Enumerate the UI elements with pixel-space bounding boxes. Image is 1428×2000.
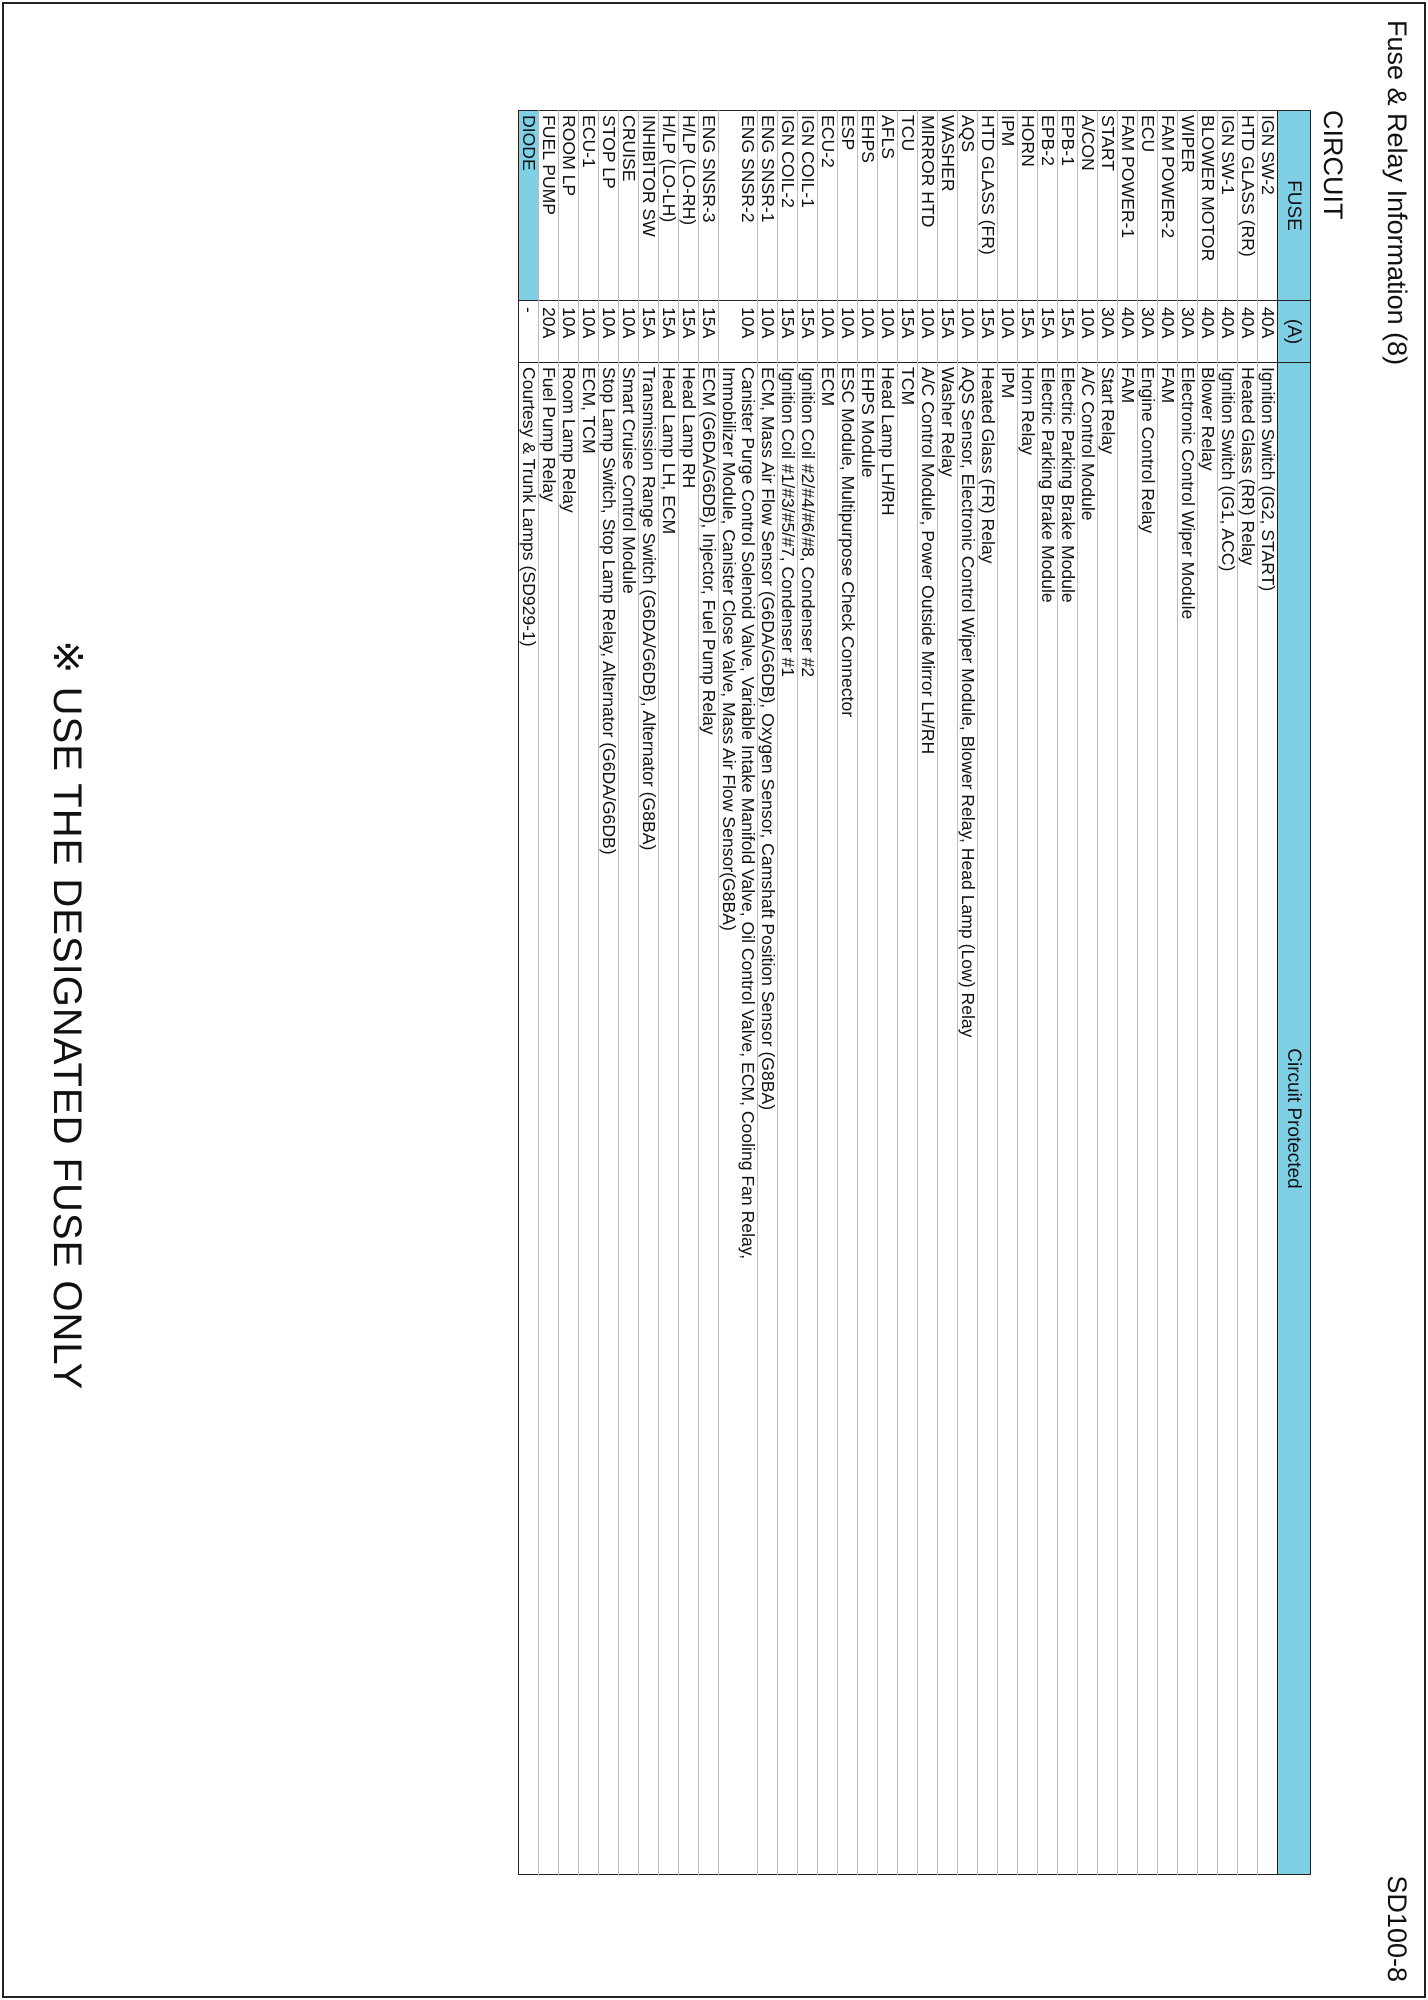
fuse-name-cell: FAM POWER-1 bbox=[1118, 111, 1138, 301]
fuse-name-cell: INHIBITOR SW bbox=[639, 111, 659, 301]
circuit-line: Stop Lamp Switch, Stop Lamp Relay, Alternator (G6DA/G6DB) bbox=[599, 367, 619, 855]
fuse-amperage-cell: 15A bbox=[938, 301, 958, 363]
page-title: Fuse & Relay Information (8) bbox=[1382, 20, 1412, 366]
fuse-amperage-cell: 10A bbox=[599, 301, 619, 363]
circuit-line: EHPS Module bbox=[858, 367, 878, 478]
table-row bbox=[679, 111, 699, 1875]
circuit-line: Room Lamp Relay bbox=[559, 367, 579, 513]
circuit-protected-cell bbox=[978, 363, 998, 1875]
circuit-line: Ignition Switch (IG1, ACC) bbox=[1218, 367, 1238, 572]
table-row bbox=[699, 111, 719, 1875]
fuse-name-cell: HORN bbox=[1018, 111, 1038, 301]
circuit-protected-cell bbox=[559, 363, 579, 1875]
fuse-name-cell: WIPER bbox=[1178, 111, 1198, 301]
circuit-protected-cell bbox=[838, 363, 858, 1875]
circuit-protected-cell bbox=[778, 363, 798, 1875]
fuse-amperage-cell: 10A bbox=[559, 301, 579, 363]
circuit-protected-cell bbox=[539, 363, 559, 1875]
table-row bbox=[1138, 111, 1158, 1875]
circuit-line: Smart Cruise Control Module bbox=[619, 367, 639, 594]
circuit-line: Ignition Switch (IG2, START) bbox=[1258, 367, 1278, 592]
fuse-amperage-cell: 10A bbox=[838, 301, 858, 363]
circuit-protected-cell bbox=[758, 363, 778, 1875]
circuit-line: Ignition Coil #2/#4/#6/#8, Condenser #2 bbox=[798, 367, 818, 678]
circuit-line: ECM, TCM bbox=[579, 367, 599, 454]
circuit-protected-cell bbox=[1138, 363, 1158, 1875]
table-row bbox=[1018, 111, 1038, 1875]
circuit-line: Start Relay bbox=[1098, 367, 1118, 455]
circuit-protected-cell bbox=[1158, 363, 1178, 1875]
fuse-name-cell: ECU-2 bbox=[818, 111, 838, 301]
circuit-protected-cell bbox=[1018, 363, 1038, 1875]
fuse-name-cell: DIODE bbox=[519, 111, 539, 301]
fuse-name-cell: ROOM LP bbox=[559, 111, 579, 301]
fuse-amperage-cell: 10A bbox=[878, 301, 898, 363]
circuit-line: ECM (G6DA/G6DB), Injector, Fuel Pump Relay bbox=[699, 367, 719, 735]
circuit-line: FAM bbox=[1158, 367, 1178, 404]
fuse-name-cell: TCU bbox=[898, 111, 918, 301]
fuse-name-cell: CRUISE bbox=[619, 111, 639, 301]
table-header-row bbox=[1278, 111, 1311, 1875]
fuse-name-cell: FUEL PUMP bbox=[539, 111, 559, 301]
fuse-amperage-cell: 10A bbox=[619, 301, 639, 363]
fuse-name-cell: EHPS bbox=[858, 111, 878, 301]
fuse-amperage-cell: 10A bbox=[958, 301, 978, 363]
circuit-protected-cell bbox=[659, 363, 679, 1875]
fuse-table bbox=[518, 110, 1311, 1875]
circuit-line: TCM bbox=[898, 367, 918, 406]
page-code: SD100-8 bbox=[1382, 1875, 1412, 1982]
circuit-protected-cell bbox=[1238, 363, 1258, 1875]
circuit-protected-cell bbox=[1078, 363, 1098, 1875]
fuse-name-cell: EPB-1 bbox=[1058, 111, 1078, 301]
table-row bbox=[778, 111, 798, 1875]
fuse-name-cell: A/CON bbox=[1078, 111, 1098, 301]
fuse-name-cell: HTD GLASS (RR) bbox=[1238, 111, 1258, 301]
fuse-amperage-cell: 15A bbox=[1038, 301, 1058, 363]
fuse-name-cell: H/LP (LO-LH) bbox=[659, 111, 679, 301]
table-row bbox=[858, 111, 878, 1875]
circuit-protected-cell bbox=[818, 363, 838, 1875]
circuit-protected-cell bbox=[1038, 363, 1058, 1875]
table-row bbox=[1258, 111, 1278, 1875]
fuse-amperage-cell: 40A bbox=[1238, 301, 1258, 363]
fuse-amperage-cell: 20A bbox=[539, 301, 559, 363]
circuit-protected-cell bbox=[719, 363, 758, 1875]
circuit-protected-cell bbox=[938, 363, 958, 1875]
circuit-line: Courtesy & Trunk Lamps (SD929-1) bbox=[519, 367, 539, 647]
circuit-line: ECM bbox=[818, 367, 838, 407]
circuit-line: Heated Glass (RR) Relay bbox=[1238, 367, 1258, 566]
fuse-name-cell: ENG SNSR-2 bbox=[719, 111, 758, 301]
circuit-line: A/C Control Module bbox=[1078, 367, 1098, 521]
fuse-name-cell: IGN SW-2 bbox=[1258, 111, 1278, 301]
fuse-name-cell: H/LP (LO-RH) bbox=[679, 111, 699, 301]
fuse-amperage-cell: 10A bbox=[719, 301, 758, 363]
circuit-line: Immobilizer Module, Canister Close Valve, Mass Air Flow Sensor(G8BA) bbox=[719, 367, 739, 931]
circuit-line: AQS Sensor, Electronic Control Wiper Module, Blower Relay, Head Lamp (Low) Relay bbox=[958, 367, 978, 1038]
table-row bbox=[918, 111, 938, 1875]
fuse-name-cell: HTD GLASS (FR) bbox=[978, 111, 998, 301]
circuit-protected-cell bbox=[858, 363, 878, 1875]
circuit-protected-cell bbox=[1118, 363, 1138, 1875]
circuit-protected-cell bbox=[1178, 363, 1198, 1875]
table-row bbox=[818, 111, 838, 1875]
table-row bbox=[619, 111, 639, 1875]
circuit-protected-cell bbox=[918, 363, 938, 1875]
fuse-amperage-cell: 40A bbox=[1198, 301, 1218, 363]
fuse-amperage-cell: 15A bbox=[659, 301, 679, 363]
fuse-amperage-cell: 15A bbox=[639, 301, 659, 363]
circuit-line: Horn Relay bbox=[1018, 367, 1038, 456]
fuse-name-cell: IGN COIL-2 bbox=[778, 111, 798, 301]
table-row bbox=[719, 111, 758, 1875]
fuse-amperage-cell: 15A bbox=[978, 301, 998, 363]
fuse-amperage-cell: 30A bbox=[1098, 301, 1118, 363]
table-row bbox=[798, 111, 818, 1875]
fuse-amperage-cell: 10A bbox=[818, 301, 838, 363]
circuit-line: Electric Parking Brake Module bbox=[1038, 367, 1058, 603]
circuit-line: Engine Control Relay bbox=[1138, 367, 1158, 534]
circuit-protected-cell bbox=[699, 363, 719, 1875]
fuse-rows bbox=[519, 111, 1278, 1875]
fuse-amperage-cell: 40A bbox=[1218, 301, 1238, 363]
circuit-line: A/C Control Module, Power Outside Mirror LH/RH bbox=[918, 367, 938, 755]
circuit-line: FAM bbox=[1118, 367, 1138, 404]
table-row bbox=[1218, 111, 1238, 1875]
circuit-protected-cell bbox=[1258, 363, 1278, 1875]
fuse-amperage-cell: - bbox=[519, 301, 539, 363]
table-row bbox=[1078, 111, 1098, 1875]
fuse-amperage-cell: 10A bbox=[1078, 301, 1098, 363]
fuse-amperage-cell: 15A bbox=[1058, 301, 1078, 363]
fuse-name-cell: ECU-1 bbox=[579, 111, 599, 301]
fuse-amperage-cell: 10A bbox=[758, 301, 778, 363]
circuit-protected-cell bbox=[639, 363, 659, 1875]
header-amperage: (A) bbox=[1278, 301, 1311, 363]
fuse-name-cell: FAM POWER-2 bbox=[1158, 111, 1178, 301]
circuit-protected-cell bbox=[599, 363, 619, 1875]
circuit-protected-cell bbox=[998, 363, 1018, 1875]
circuit-line: Electric Parking Brake Module bbox=[1058, 367, 1078, 603]
table-row bbox=[938, 111, 958, 1875]
table-row bbox=[559, 111, 579, 1875]
circuit-line: Washer Relay bbox=[938, 367, 958, 477]
table-row bbox=[1238, 111, 1258, 1875]
fuse-name-cell: IGN SW-1 bbox=[1218, 111, 1238, 301]
fuse-amperage-cell: 15A bbox=[778, 301, 798, 363]
fuse-amperage-cell: 15A bbox=[1018, 301, 1038, 363]
fuse-name-cell: IGN COIL-1 bbox=[798, 111, 818, 301]
fuse-name-cell: BLOWER MOTOR bbox=[1198, 111, 1218, 301]
table-row bbox=[1178, 111, 1198, 1875]
fuse-name-cell: START bbox=[1098, 111, 1118, 301]
fuse-amperage-cell: 15A bbox=[699, 301, 719, 363]
fuse-name-cell: STOP LP bbox=[599, 111, 619, 301]
circuit-line: Head Lamp LH/RH bbox=[878, 367, 898, 516]
header-fuse: FUSE bbox=[1278, 111, 1311, 301]
circuit-line: IPM bbox=[998, 367, 1018, 399]
table-row bbox=[878, 111, 898, 1875]
circuit-line: ESC Module, Multipurpose Check Connector bbox=[838, 367, 858, 718]
fuse-amperage-cell: 30A bbox=[1138, 301, 1158, 363]
table-row bbox=[998, 111, 1018, 1875]
fuse-name-cell: ECU bbox=[1138, 111, 1158, 301]
table-row bbox=[898, 111, 918, 1875]
circuit-protected-cell bbox=[679, 363, 699, 1875]
fuse-amperage-cell: 30A bbox=[1178, 301, 1198, 363]
table-row bbox=[1038, 111, 1058, 1875]
circuit-line: ECM, Mass Air Flow Sensor (G6DA/G6DB), Oxygen Sensor, Camshaft Position Sensor (G8BA) bbox=[758, 367, 778, 1111]
fuse-amperage-cell: 10A bbox=[579, 301, 599, 363]
fuse-name-cell: WASHER bbox=[938, 111, 958, 301]
table-row bbox=[1118, 111, 1138, 1875]
fuse-amperage-cell: 10A bbox=[858, 301, 878, 363]
fuse-amperage-cell: 40A bbox=[1118, 301, 1138, 363]
table-row bbox=[838, 111, 858, 1875]
circuit-line: Fuel Pump Relay bbox=[539, 367, 559, 502]
table-row bbox=[758, 111, 778, 1875]
fuse-name-cell: ENG SNSR-1 bbox=[758, 111, 778, 301]
table-row bbox=[978, 111, 998, 1875]
circuit-protected-cell bbox=[958, 363, 978, 1875]
table-row bbox=[539, 111, 559, 1875]
fuse-name-cell: ENG SNSR-3 bbox=[699, 111, 719, 301]
table-row bbox=[579, 111, 599, 1875]
section-label: CIRCUIT bbox=[1318, 110, 1348, 220]
circuit-protected-cell bbox=[1098, 363, 1118, 1875]
fuse-name-cell: EPB-2 bbox=[1038, 111, 1058, 301]
circuit-protected-cell bbox=[519, 363, 539, 1875]
circuit-protected-cell bbox=[579, 363, 599, 1875]
circuit-line: Ignition Coil #1/#3/#5/#7, Condenser #1 bbox=[778, 367, 798, 678]
table-row bbox=[1058, 111, 1078, 1875]
circuit-protected-cell bbox=[1058, 363, 1078, 1875]
fuse-amperage-cell: 40A bbox=[1258, 301, 1278, 363]
fuse-amperage-cell: 10A bbox=[918, 301, 938, 363]
table-row bbox=[1198, 111, 1218, 1875]
header-circuit-protected: Circuit Protected bbox=[1278, 363, 1311, 1875]
table-row bbox=[1158, 111, 1178, 1875]
circuit-protected-cell bbox=[1218, 363, 1238, 1875]
fuse-notice: ※ USE THE DESIGNATED FUSE ONLY bbox=[45, 640, 89, 1391]
fuse-name-cell: MIRROR HTD bbox=[918, 111, 938, 301]
fuse-name-cell: AFLS bbox=[878, 111, 898, 301]
table-row bbox=[639, 111, 659, 1875]
circuit-line: Transmission Range Switch (G6DA/G6DB), Alternator (G8BA) bbox=[639, 367, 659, 851]
fuse-name-cell: IPM bbox=[998, 111, 1018, 301]
fuse-name-cell: AQS bbox=[958, 111, 978, 301]
table-row bbox=[519, 111, 539, 1875]
fuse-amperage-cell: 15A bbox=[898, 301, 918, 363]
circuit-protected-cell bbox=[619, 363, 639, 1875]
fuse-amperage-cell: 15A bbox=[798, 301, 818, 363]
fuse-name-cell: ESP bbox=[838, 111, 858, 301]
table-row bbox=[1098, 111, 1118, 1875]
fuse-amperage-cell: 15A bbox=[679, 301, 699, 363]
circuit-line: Head Lamp LH, ECM bbox=[659, 367, 679, 535]
table-row bbox=[958, 111, 978, 1875]
table-row bbox=[599, 111, 619, 1875]
circuit-line: Blower Relay bbox=[1198, 367, 1218, 471]
circuit-line: Electronic Control Wiper Module bbox=[1178, 367, 1198, 620]
circuit-line: Heated Glass (FR) Relay bbox=[978, 367, 998, 564]
fuse-amperage-cell: 10A bbox=[998, 301, 1018, 363]
circuit-protected-cell bbox=[898, 363, 918, 1875]
fuse-amperage-cell: 40A bbox=[1158, 301, 1178, 363]
circuit-protected-cell bbox=[798, 363, 818, 1875]
circuit-protected-cell bbox=[878, 363, 898, 1875]
circuit-line: Head Lamp RH bbox=[679, 367, 699, 489]
circuit-protected-cell bbox=[1198, 363, 1218, 1875]
circuit-line: Canister Purge Control Solenoid Valve, Variable Intake Manifold Valve, Oil Control Valve, ECM, Cooling Fan Relay, bbox=[738, 367, 758, 1260]
table-row bbox=[659, 111, 679, 1875]
